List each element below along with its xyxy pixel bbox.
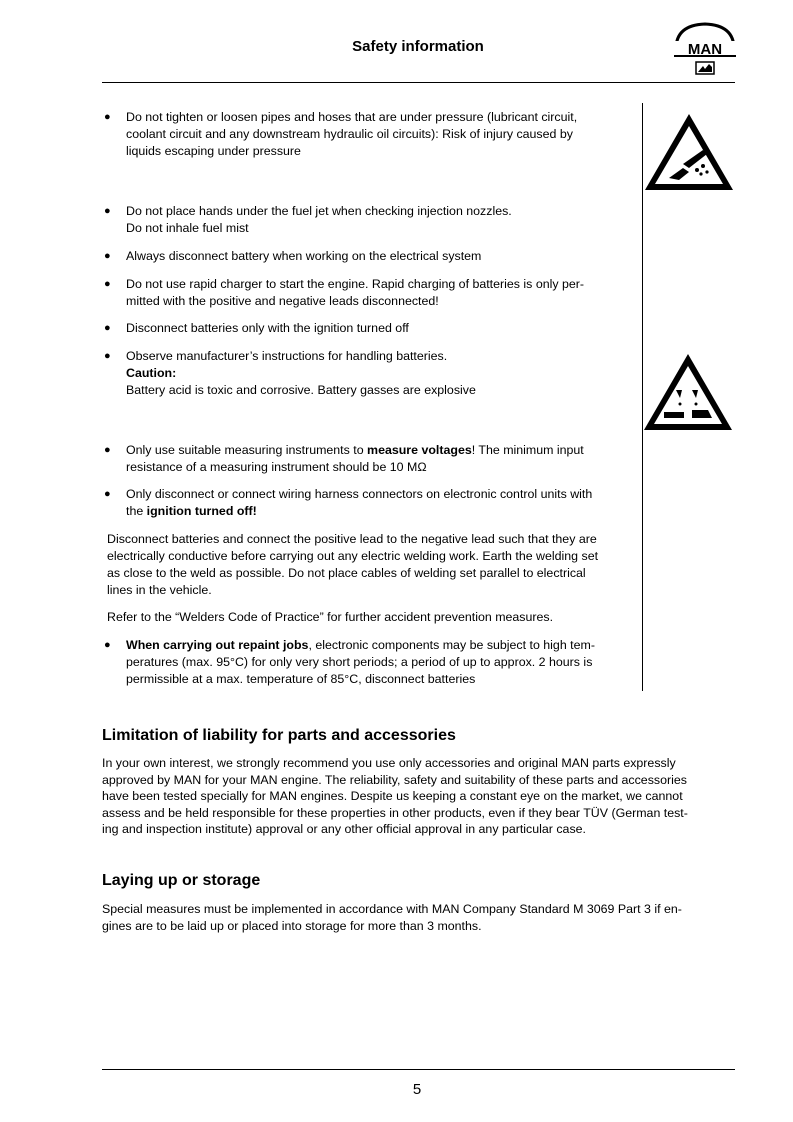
bullet-repaint-jobs: When carrying out repaint jobs, electronic components may be subject to high tem- peratures (max. 95°C) for only very short periods; a period of up to approx. 2 hours is permissible at a max. temperature of 85°C, disconnect batteries xyxy=(126,638,595,686)
liability-paragraph: In your own interest, we strongly recommend you use only accessories and original MAN parts expressly approved by MAN for your MAN engine. The reliability, safety and suitability of these parts and accessories have been tested specially for MAN engines. Despite us keeping a constant eye on the market, we cannot assess and be held responsible for these properties in other products, even if they bear TÜV (German test- ing and inspection institute) approval or any other official approval in any particular case. xyxy=(102,756,688,836)
bullet-ignition-off: Disconnect batteries only with the ignition turned off xyxy=(126,321,409,335)
corrosive-hazard-warning-icon xyxy=(642,352,734,432)
bullet-mark: ● xyxy=(104,639,111,651)
caution-label: Caution: xyxy=(126,366,177,380)
footer-rule xyxy=(102,1069,735,1070)
pressure-hazard-warning-icon xyxy=(643,112,735,192)
bullet-disconnect-battery: Always disconnect battery when working on the electrical system xyxy=(126,249,482,263)
welding-paragraph: Disconnect batteries and connect the positive lead to the negative lead such that they are electrically conductive before carrying out any electric welding work. Earth the welding set as close to the weld as possible. Do not place cables of welding set parallel to electrical lines in the vehicle. xyxy=(107,532,599,597)
man-logo-icon xyxy=(672,21,738,77)
man-logo xyxy=(672,21,738,77)
header-rule xyxy=(102,82,735,83)
bullet-battery-handling: Observe manufacturer’s instructions for handling batteries. Caution: Battery acid is toxic and corrosive. Battery gasses are explosive xyxy=(126,348,636,399)
bullet-mark: ● xyxy=(104,205,111,217)
man-logo-text: MAN xyxy=(687,41,723,58)
storage-paragraph: Special measures must be implemented in accordance with MAN Company Standard M 3069 Part 3 if en- gines are to be laid up or placed into storage for more than 3 months. xyxy=(102,902,682,933)
bullet-rapid-charger: Do not use rapid charger to start the engine. Rapid charging of batteries is only per- mitted with the positive and negative leads disconnected! xyxy=(126,277,585,308)
bullet-mark: ● xyxy=(104,488,111,500)
bullet-mark: ● xyxy=(104,250,111,262)
bullet-wiring-harness: Only disconnect or connect wiring harness connectors on electronic control units with the ignition turned off! xyxy=(126,487,593,518)
section-heading-storage: Laying up or storage xyxy=(102,872,261,889)
welders-code-paragraph: Refer to the “Welders Code of Practice” for further accident prevention measures. xyxy=(107,610,554,624)
bullet-pressure-hoses: Do not tighten or loosen pipes and hoses that are under pressure (lubricant circuit, coolant circuit and any downstream hydraulic oil circuits): Risk of injury caused by liquids escaping under pressure xyxy=(126,110,578,158)
bullet-measure-voltages: Only use suitable measuring instruments to measure voltages! The minimum input resistance of a measuring instrument should be 10 MΩ xyxy=(126,443,584,474)
bullet-mark: ● xyxy=(104,350,111,362)
bullet-mark: ● xyxy=(104,111,111,123)
bullet-mark: ● xyxy=(104,278,111,290)
bullet-mark: ● xyxy=(104,322,111,334)
page-title: Safety information xyxy=(352,38,484,55)
page-number: 5 xyxy=(412,1081,422,1098)
bullet-fuel-jet: Do not place hands under the fuel jet when checking injection nozzles. Do not inhale fuel mist xyxy=(126,204,512,235)
section-heading-liability: Limitation of liability for parts and accessories xyxy=(102,727,456,744)
bullet-mark: ● xyxy=(104,444,111,456)
